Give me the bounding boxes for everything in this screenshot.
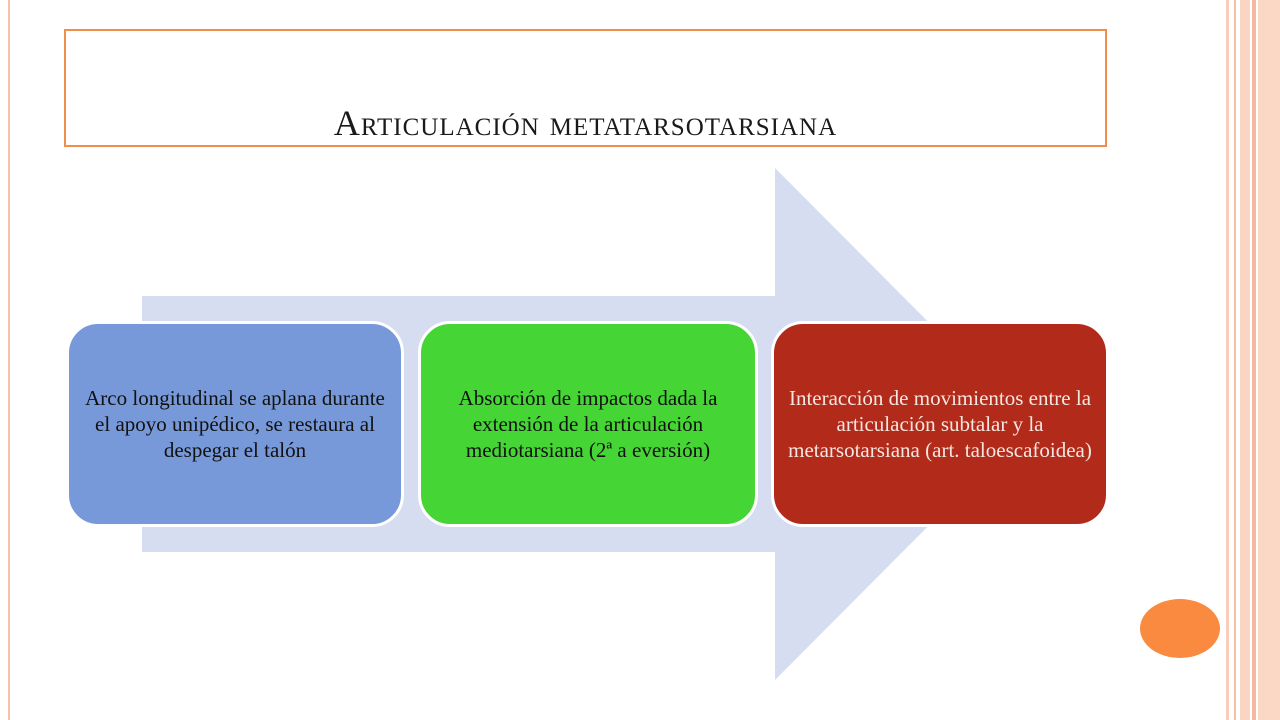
step-text-2: Absorción de impactos dada la extensión de la articulación mediotarsiana (2ª a eversión) (458, 386, 718, 462)
accent-circle (1140, 599, 1220, 658)
step-box-3 (771, 321, 1109, 527)
step-text-1: Arco longitudinal se aplana durante el apoyo unipédico, se restaura al despegar el talón (85, 386, 385, 462)
slide-title: Articulación metatarsotarsiana (333, 103, 838, 143)
step-box-1 (66, 321, 404, 527)
step-text-3: Interacción de movimientos entre la articulación subtalar y la metarsotarsiana (art. taloescafoidea) (788, 386, 1092, 462)
step-box-2 (418, 321, 758, 527)
